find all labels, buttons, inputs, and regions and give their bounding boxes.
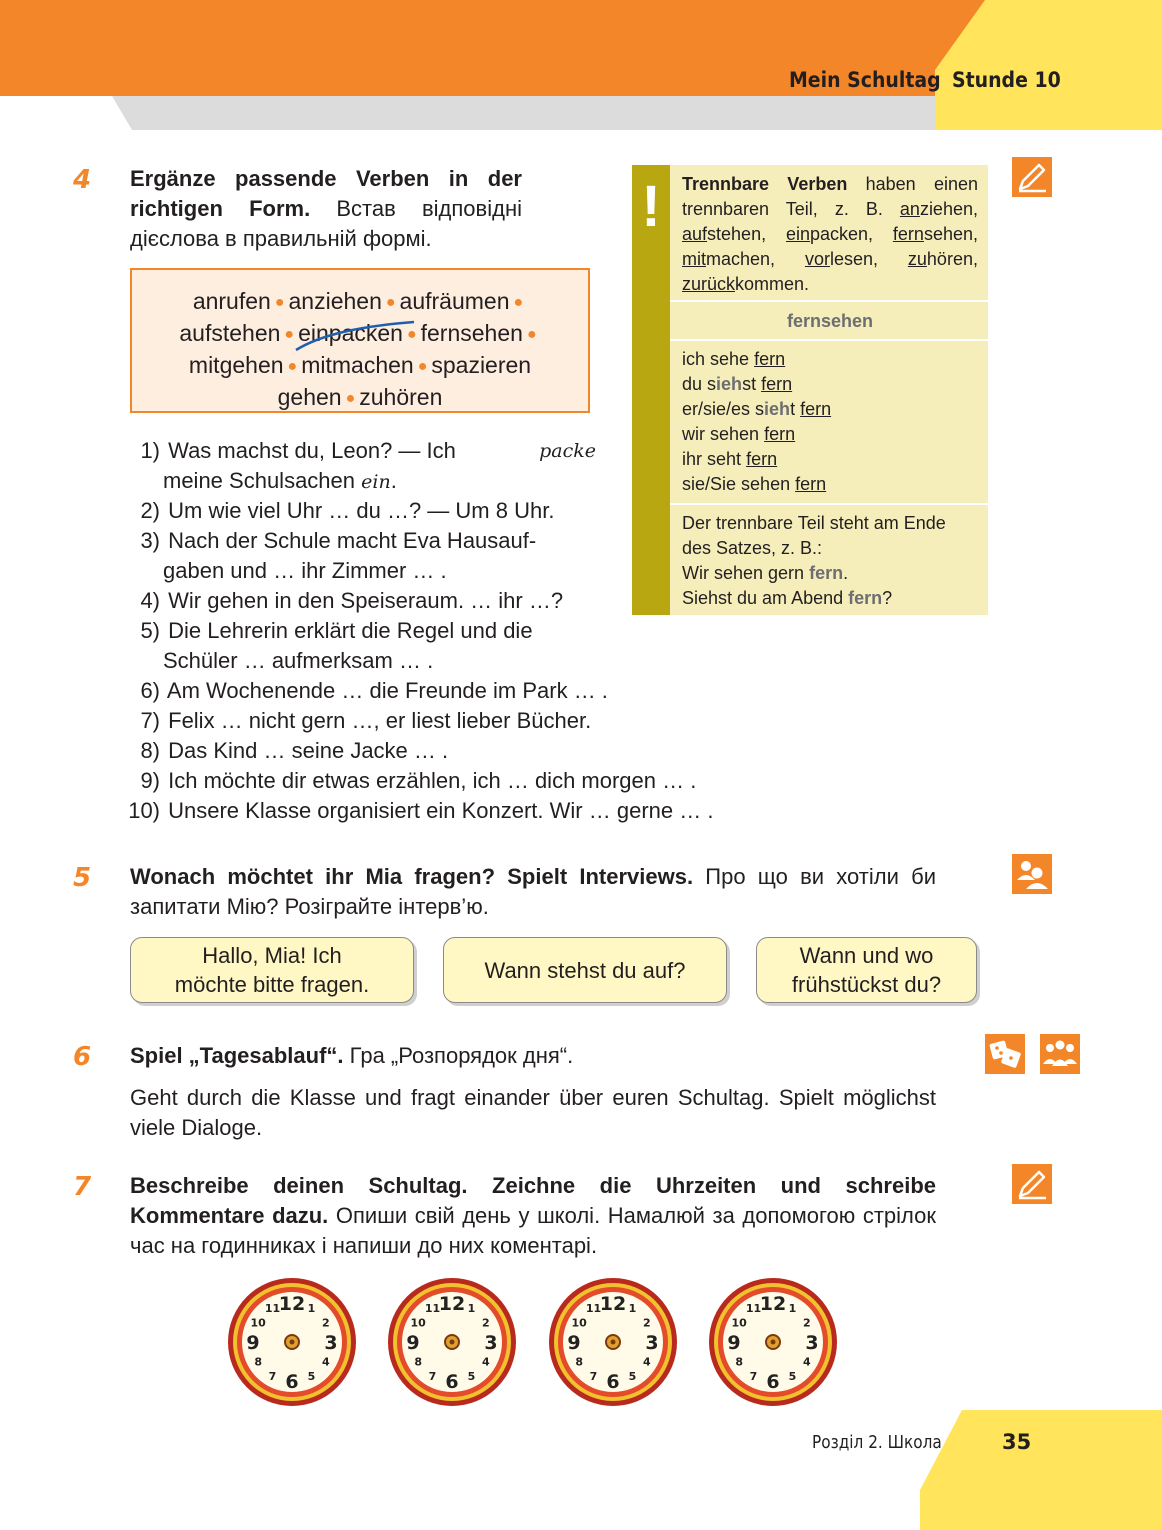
- clock-number: 3: [484, 1332, 498, 1354]
- word: mitgehen: [188, 351, 284, 378]
- clock-number: 4: [642, 1355, 651, 1369]
- clock-face[interactable]: [385, 1275, 519, 1409]
- word: anrufen: [192, 288, 271, 314]
- clock-face[interactable]: [225, 1275, 359, 1409]
- clock-number: 1: [628, 1302, 637, 1316]
- clock-number: 9: [567, 1332, 581, 1354]
- clock-number: 11: [264, 1302, 281, 1316]
- clock-number: 4: [481, 1355, 490, 1369]
- page-number: 35: [1002, 1430, 1032, 1454]
- conjugation-row: wir sehen fern: [682, 424, 796, 444]
- word: spazieren: [431, 351, 532, 378]
- word: anziehen: [288, 288, 382, 314]
- task5-instruction: Wonach möchtet ihr Mia fragen? Spielt Interviews. Про що ви хотіли би запитати Мію? Розіграйте інтерв’ю.: [130, 864, 936, 919]
- word-box: anrufen ● anziehen ● aufräumen ● aufstehen ● einpacken ● fernsehen ● mitgehen ● mitmachen ● spazieren gehen ● zuhören: [130, 268, 590, 413]
- handwritten-answer: ein: [361, 471, 391, 493]
- clock-number: 12: [599, 1293, 627, 1315]
- exclamation-icon: !: [641, 174, 661, 239]
- word: fernsehen: [420, 319, 523, 346]
- chapter-title: Mein Schultag: [789, 68, 941, 92]
- word: mitmachen: [301, 351, 414, 378]
- clock-number: 5: [788, 1369, 797, 1383]
- clock-number: 9: [727, 1332, 741, 1354]
- clock-number: 7: [268, 1369, 277, 1383]
- clock-number: 11: [424, 1302, 441, 1316]
- group-work-icon: [1040, 1034, 1080, 1074]
- pencil-icon: [1012, 157, 1052, 197]
- clock-number: 11: [585, 1302, 602, 1316]
- list-item: 8) Das Kind … seine Jacke … .: [140, 738, 449, 763]
- divider: [670, 339, 988, 341]
- clock-number: 12: [759, 1293, 787, 1315]
- clock-number: 2: [642, 1316, 651, 1330]
- clock-number: 1: [307, 1302, 316, 1316]
- conjugation-row: sie/Sie sehen fern: [682, 474, 827, 494]
- instruction-uk: Встав відповідні дієслова в правильній формі.: [130, 196, 522, 251]
- conjugation-row: er/sie/es sieht fern: [682, 399, 832, 419]
- word: aufstehen: [179, 319, 281, 346]
- clock-face[interactable]: [706, 1275, 840, 1409]
- strike-mark: [292, 320, 422, 354]
- pair-work-icon: [1012, 854, 1052, 894]
- instruction-de: Ergänze passende Verben in der richtigen Form.: [130, 166, 522, 221]
- divider: [670, 503, 988, 505]
- word-crossed: einpacken: [298, 319, 403, 346]
- list-item: 7) Felix … nicht gern …, er liest lieber Bücher.: [140, 708, 592, 733]
- clock-number: 6: [606, 1371, 620, 1393]
- clock-number: 8: [735, 1355, 744, 1369]
- grammar-intro: Trennbare Verben haben einen trennbaren Teil, z. B. anziehen, aufstehen, einpacken, fernsehen, mitmachen, vorlesen, zuhören, zurückkommen.: [682, 174, 978, 294]
- task-number: 6: [73, 1042, 92, 1072]
- conjugation-row: du siehst fern: [682, 374, 793, 394]
- clock-number: 7: [428, 1369, 437, 1383]
- clock-number: 8: [254, 1355, 263, 1369]
- clock-number: 3: [324, 1332, 338, 1354]
- list-item: 10) Unsere Klasse organisiert ein Konzert. Wir … gerne … .: [128, 798, 714, 823]
- list-item: 1) Was machst du, Leon? — Ich packe meine Schulsachen ein.: [140, 438, 596, 493]
- clock-number: 8: [414, 1355, 423, 1369]
- clock-number: 7: [749, 1369, 758, 1383]
- task-number: 4: [73, 165, 92, 195]
- clock-number: 12: [438, 1293, 466, 1315]
- clock-number: 7: [589, 1369, 598, 1383]
- list-item: 9) Ich möchte dir etwas erzählen, ich … dich morgen … .: [140, 768, 697, 793]
- word: aufräumen: [399, 288, 510, 314]
- clock-number: 4: [802, 1355, 811, 1369]
- task6-text: Geht durch die Klasse und fragt einander über euren Schultag. Spielt möglichst viele Dialoge.: [130, 1085, 936, 1140]
- word: gehen: [277, 383, 342, 410]
- list-item: 3) Nach der Schule macht Eva Hausauf- gaben und … ihr Zimmer … .: [140, 528, 537, 583]
- clock-number: 4: [321, 1355, 330, 1369]
- clock-number: 2: [321, 1316, 330, 1330]
- grammar-verb: fernsehen: [786, 311, 874, 331]
- clock-number: 10: [731, 1316, 747, 1330]
- speech-bubble: Hallo, Mia! Ich möchte bitte fragen.: [130, 937, 414, 1003]
- clock-number: 10: [250, 1316, 266, 1330]
- clock-number: 10: [410, 1316, 426, 1330]
- task-number: 7: [73, 1172, 92, 1202]
- clock-face[interactable]: [546, 1275, 680, 1409]
- clock-number: 6: [766, 1371, 780, 1393]
- clock-number: 8: [575, 1355, 584, 1369]
- speech-bubble: Wann und wo frühstückst du?: [756, 937, 977, 1003]
- speech-bubble: Wann stehst du auf?: [443, 937, 727, 1003]
- clock-number: 10: [571, 1316, 587, 1330]
- pencil-icon: [1012, 1164, 1052, 1204]
- list-item: 6) Am Wochenende … die Freunde im Park … .: [140, 678, 608, 703]
- list-item: 2) Um wie viel Uhr … du …? — Um 8 Uhr.: [140, 498, 555, 523]
- clock-number: 2: [802, 1316, 811, 1330]
- conjugation-row: ihr seht fern: [682, 449, 778, 469]
- clock-number: 6: [285, 1371, 299, 1393]
- conjugation-table: [682, 347, 978, 497]
- task-number: 5: [73, 863, 92, 893]
- footer-tab: [920, 1410, 1162, 1530]
- list-item: 5) Die Lehrerin erklärt die Regel und die Schüler … aufmerksam … .: [140, 618, 533, 673]
- clock-number: 5: [307, 1369, 316, 1383]
- clock-number: 5: [628, 1369, 637, 1383]
- grammar-rule: Der trennbare Teil steht am Ende des Satzes, z. B.: Wir sehen gern fern. Siehst du am Abend fern?: [682, 513, 946, 608]
- task4-instruction: [130, 164, 522, 254]
- divider: [670, 300, 988, 302]
- footer-section: Розділ 2. Школа: [812, 1432, 942, 1453]
- word: zuhören: [359, 383, 443, 410]
- clock-number: 3: [805, 1332, 819, 1354]
- conjugation-row: ich sehe fern: [682, 349, 786, 369]
- lesson-title: Stunde 10: [952, 68, 1061, 92]
- clock-number: 6: [445, 1371, 459, 1393]
- clock-number: 9: [406, 1332, 420, 1354]
- handwritten-answer: packe: [539, 440, 596, 462]
- header-corner: [935, 0, 985, 70]
- clock-number: 11: [745, 1302, 762, 1316]
- header-gray-strip: [112, 96, 935, 130]
- clock-number: 12: [278, 1293, 306, 1315]
- task6-instruction: Spiel „Tagesablauf“. Гра „Розпорядок дня“.: [130, 1043, 574, 1068]
- clock-number: 1: [467, 1302, 476, 1316]
- clock-number: 9: [246, 1332, 260, 1354]
- list-item: 4) Wir gehen in den Speiseraum. … ihr …?: [140, 588, 564, 613]
- clock-number: 3: [645, 1332, 659, 1354]
- clock-number: 1: [788, 1302, 797, 1316]
- clock-number: 2: [481, 1316, 490, 1330]
- task7-instruction: Beschreibe deinen Schultag. Zeichne die Uhrzeiten und schreibe Kommentare dazu. Опиши свій день у школі. Намалюй за допомогою стрілок час на годинниках і напиши до них коментарі.: [130, 1173, 936, 1258]
- clock-number: 5: [467, 1369, 476, 1383]
- dice-game-icon: [985, 1034, 1025, 1074]
